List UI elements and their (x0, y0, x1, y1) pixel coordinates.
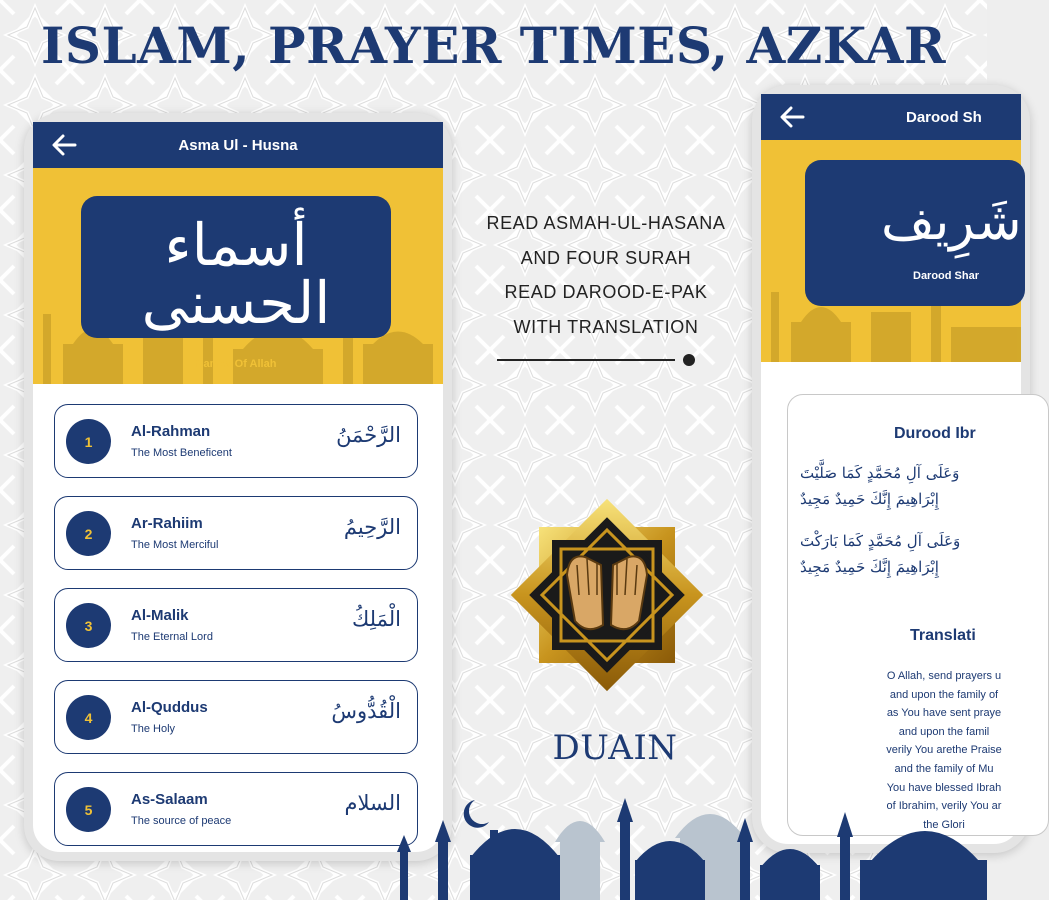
screen-title: Asma Ul - Husna (178, 136, 298, 154)
banner-subtitle: Names Of Allah (195, 358, 277, 370)
number-badge: 4 (66, 695, 111, 740)
translation-line: and upon the famil (898, 725, 990, 738)
translation-line: of Ibrahim, verily You ar (886, 800, 1002, 813)
banner-calligraphy: شَرِيف (881, 192, 1022, 252)
name-arabic: الرَّحِيمُ (343, 515, 401, 539)
number-badge: 5 (66, 787, 111, 832)
darood-sharif-banner (805, 160, 1025, 306)
feature-list (461, 206, 751, 344)
name-transliteration: As-Salaam (131, 791, 208, 808)
list-item[interactable] (54, 680, 418, 754)
translation-line: You have blessed Ibrah (886, 781, 1002, 794)
list-item[interactable] (54, 404, 418, 478)
translation-line: the Glori (923, 818, 965, 831)
name-transliteration: Al-Rahman (131, 423, 211, 440)
name-transliteration: Al-Quddus (131, 699, 208, 716)
feature-line: READ ASMAH-UL-HASANA (486, 213, 726, 233)
arabic-line: إِبْرَاهِيمَ إِنَّكَ حَمِيدٌ مَجِيدٌ (800, 490, 939, 508)
phone-mockup-asma-ul-husna (24, 113, 452, 861)
feature-line: WITH TRANSLATION (513, 316, 699, 337)
translation-line: O Allah, send prayers u (886, 670, 1002, 682)
translation-line: and upon the family of (889, 688, 999, 701)
number-badge: 3 (66, 603, 111, 648)
banner-calligraphy: أسماء الحسنى (141, 211, 331, 337)
divider (495, 352, 699, 368)
app-bar (761, 94, 1021, 140)
names-list (54, 404, 418, 864)
translation-line: as You have sent praye (886, 707, 1002, 720)
name-arabic: الرَّحْمَنُ (336, 423, 401, 447)
name-meaning: The Most Beneficent (131, 447, 232, 459)
name-meaning: The source of peace (131, 815, 232, 827)
praying-hands-logo-icon (512, 500, 702, 690)
list-item[interactable] (54, 772, 418, 846)
name-arabic: الْمَلِكُ (351, 607, 401, 631)
durood-card (787, 394, 1049, 836)
translation-line: and the family of Mu (894, 762, 994, 775)
feature-line: AND FOUR SURAH (520, 247, 692, 268)
banner-subtitle: Darood Shar (913, 270, 980, 282)
headline: ISLAM, PRAYER TIMES, AZKAR (40, 16, 947, 75)
list-item[interactable] (54, 588, 418, 662)
name-transliteration: Ar-Rahiim (131, 515, 203, 532)
feature-line: READ DAROOD-E-PAK (504, 282, 708, 302)
translation-line: verily You arethe Praise (886, 744, 1002, 757)
name-meaning: The Eternal Lord (131, 631, 213, 643)
translation-title: Translati (910, 627, 976, 644)
name-meaning: The Holy (131, 723, 176, 735)
name-arabic: الْقُدُّوسُ (331, 699, 401, 723)
name-transliteration: Al-Malik (131, 607, 189, 624)
asma-ul-husna-banner (81, 196, 391, 370)
name-arabic: السلام (344, 791, 401, 815)
number-badge: 1 (66, 419, 111, 464)
header-banner-area (761, 140, 1021, 362)
arrow-left-icon[interactable] (779, 105, 805, 129)
mosque-skyline-icon (380, 780, 987, 900)
list-item[interactable] (54, 496, 418, 570)
arabic-line: وَعَلَى آلِ مُحَمَّدٍ كَمَا صَلَّيْتَ (800, 464, 960, 482)
arrow-left-icon[interactable] (51, 133, 77, 157)
header-banner-area (33, 168, 443, 384)
name-meaning: The Most Merciful (131, 539, 219, 551)
arabic-line: إِبْرَاهِيمَ إِنَّكَ حَمِيدٌ مَجِيدٌ (800, 558, 939, 576)
brand-name: DUAIN (552, 728, 678, 768)
screen-title: Darood Sh (906, 108, 982, 126)
durood-title: Durood Ibr (894, 425, 976, 442)
arabic-line: وَعَلَى آلِ مُحَمَّدٍ كَمَا بَارَكْتَ (800, 532, 961, 550)
number-badge: 2 (66, 511, 111, 556)
app-bar (33, 122, 443, 168)
phone-mockup-darood-sharif (752, 85, 1030, 853)
